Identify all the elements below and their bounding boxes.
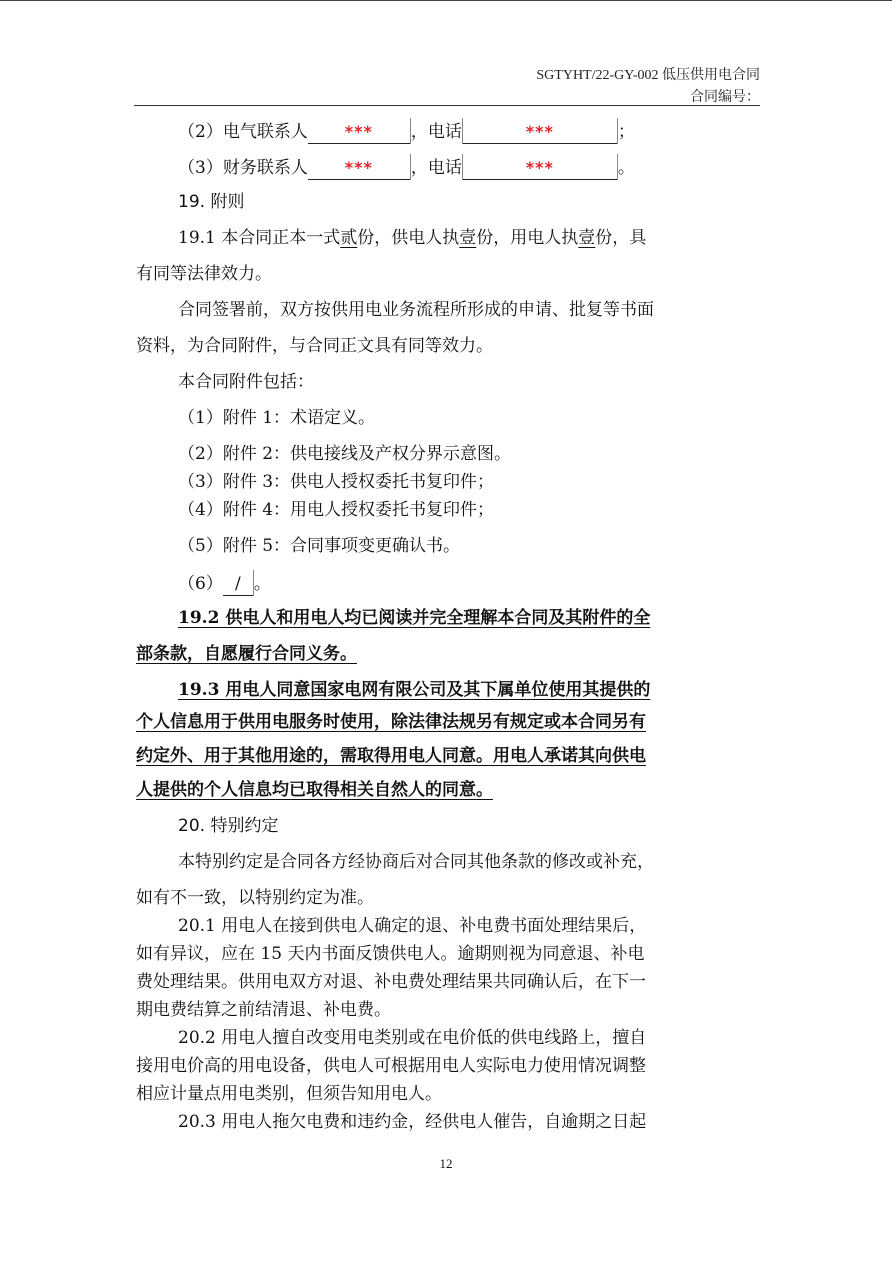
clause-19-2-line-2: 部条款，自愿履行合同义务。 bbox=[136, 644, 357, 664]
contact-finance: （3）财务联系人 *** ，电话 *** 。 bbox=[136, 154, 760, 180]
clause-20-1-line-2: 如有异议，应在 15 天内书面反馈供电人。逾期则视为同意退、补电 bbox=[136, 944, 645, 964]
clause-19-3-line-4: 人提供的个人信息均已取得相关自然人的同意。 bbox=[136, 780, 493, 800]
header-rule bbox=[134, 105, 760, 106]
sign-para-line-1: 合同签署前，双方按供用电业务流程所形成的申请、批复等书面 bbox=[178, 300, 654, 320]
contact-electrical: （2）电气联系人 *** ，电话 *** ； bbox=[136, 118, 760, 144]
header-doc-code: SGTYHT/22-GY-002 低压供用电合同 bbox=[536, 68, 760, 83]
clause-20-1-line-1: 20.1 用电人在接到供电人确定的退、补电费书面处理结果后， bbox=[178, 916, 647, 936]
top-border bbox=[0, 0, 892, 1]
section-19-title: 19. 附则 bbox=[178, 192, 245, 212]
header-contract-no: 合同编号： bbox=[690, 90, 760, 105]
attachment-4: （4）附件 4：用电人授权委托书复印件； bbox=[178, 500, 495, 520]
attachments-intro: 本合同附件包括： bbox=[178, 372, 314, 392]
electrical-contact-phone-field: *** bbox=[463, 121, 617, 144]
clause-20-1-line-4: 期电费结算之前结清退、补电费。 bbox=[136, 1000, 391, 1020]
clause-20-1-line-3: 费处理结果。供用电双方对退、补电费处理结果共同确认后，在下一 bbox=[136, 972, 646, 992]
clause-20-2-line-3: 相应计量点用电类别，但须告知用电人。 bbox=[136, 1084, 442, 1104]
finance-contact-phone-field: *** bbox=[463, 157, 617, 180]
clause-19-1-line-1: 19.1 本合同正本一式贰份，供电人执壹份，用电人执壹份，具 bbox=[178, 228, 647, 248]
page-number: 12 bbox=[439, 1156, 453, 1171]
attachment-6-field: / bbox=[223, 573, 253, 596]
clause-19-3-line-1: 19.3 用电人同意国家电网有限公司及其下属单位使用其提供的 bbox=[178, 680, 651, 700]
attachment-1: （1）附件 1：术语定义。 bbox=[178, 408, 376, 428]
clause-19-3-line-2: 个人信息用于供用电服务时使用，除法律法规另有规定或本合同另有 bbox=[136, 712, 646, 732]
clause-20-2-line-1: 20.2 用电人擅自改变用电类别或在电价低的供电线路上，擅自 bbox=[178, 1028, 647, 1048]
sign-para-line-2: 资料，为合同附件，与合同正文具有同等效力。 bbox=[136, 336, 493, 356]
finance-contact-name-field: *** bbox=[308, 157, 410, 180]
special-intro-line-2: 如有不一致，以特别约定为准。 bbox=[136, 888, 374, 908]
electrical-contact-name-field: *** bbox=[308, 121, 410, 144]
section-20-title: 20. 特别约定 bbox=[178, 816, 279, 836]
attachment-5: （5）附件 5：合同事项变更确认书。 bbox=[178, 536, 461, 556]
attachment-3: （3）附件 3：供电人授权委托书复印件； bbox=[178, 472, 495, 492]
attachment-6: （6） / 。 bbox=[136, 570, 760, 596]
attachment-2: （2）附件 2：供电接线及产权分界示意图。 bbox=[178, 444, 512, 464]
clause-19-2-line-1: 19.2 供电人和用电人均已阅读并完全理解本合同及其附件的全 bbox=[178, 608, 651, 628]
clause-19-3-line-3: 约定外、用于其他用途的，需取得用电人同意。用电人承诺其向供电 bbox=[136, 746, 646, 766]
special-intro-line-1: 本特别约定是合同各方经协商后对合同其他条款的修改或补充， bbox=[178, 852, 654, 872]
clause-20-3-line-1: 20.3 用电人拖欠电费和违约金，经供电人催告，自逾期之日起 bbox=[178, 1112, 647, 1132]
clause-19-1-line-2: 有同等法律效力。 bbox=[136, 264, 272, 284]
clause-20-2-line-2: 接用电价高的用电设备，供电人可根据用电人实际电力使用情况调整 bbox=[136, 1056, 646, 1076]
